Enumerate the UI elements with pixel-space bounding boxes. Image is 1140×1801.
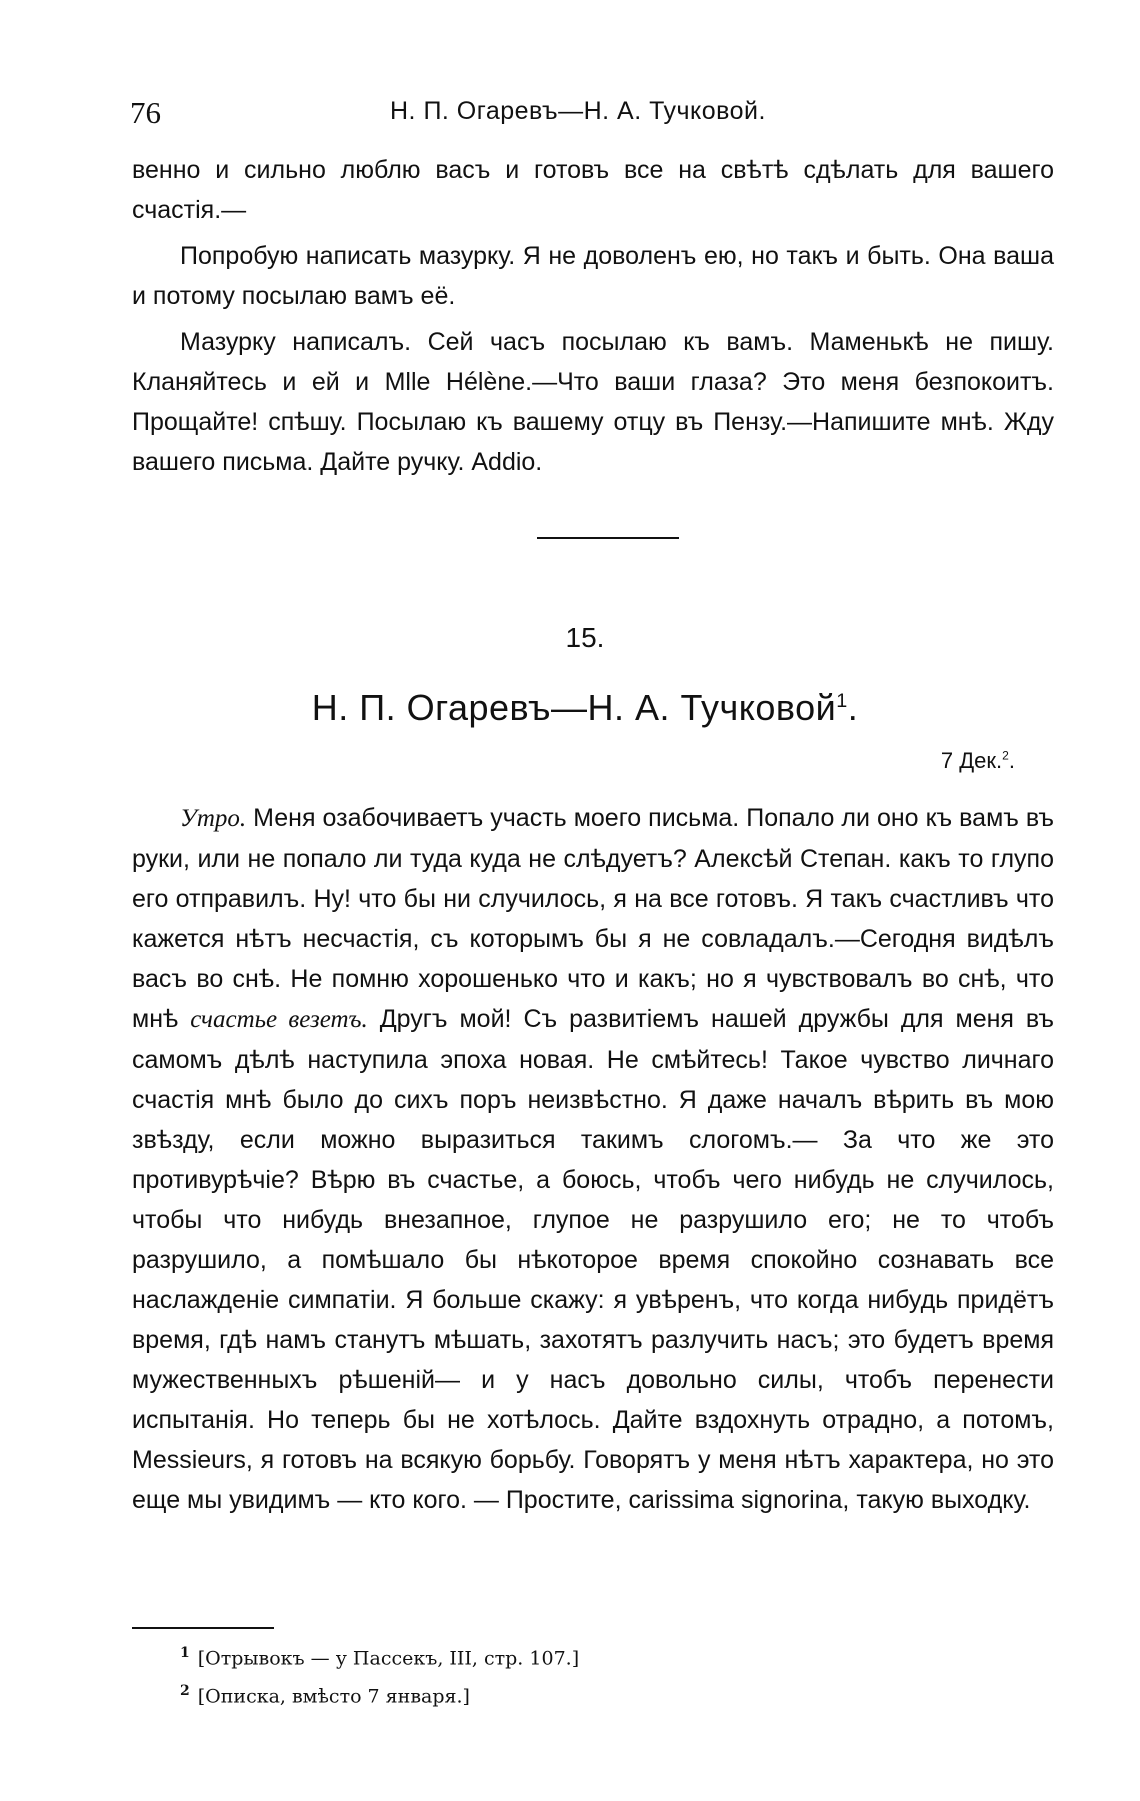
footnote-text: [Отрывокъ — у Пассекъ, III, стр. 107.] [197, 1647, 580, 1670]
footnote [180, 1637, 579, 1675]
footnotes [180, 1637, 579, 1714]
running-head [130, 95, 1060, 135]
letter-date [941, 748, 1015, 774]
italic-lead: Утро. [180, 805, 247, 832]
footnote-text: [Описка, вмѣсто 7 января.] [197, 1685, 470, 1708]
paragraph: Мазурку написалъ. Сей часъ посылаю къ вамъ. Маменькѣ не пишу. Кланяйтесь и ей и Mlle Hélène.—Что ваши глаза? Это меня безпокоитъ. Прощайте! спѣшу. Посылаю къ вашему отцу въ Пензу.—Напишите мнѣ. Жду вашего письма. Дайте ручку. Addio. [132, 328, 1054, 476]
footnote-ref: 1 [836, 690, 848, 712]
date-text: 7 Дек. [940, 748, 1003, 773]
letter-body [132, 798, 1054, 1520]
running-title: Н. П. Огаревъ—Н. А. Тучковой. [390, 97, 766, 125]
letter-heading [0, 687, 1140, 729]
footnote-rule [132, 1627, 274, 1629]
footnote-mark: 2 [180, 1683, 190, 1700]
italic-phrase: счастье везетъ. [190, 1006, 368, 1033]
continued-letter-text [132, 150, 1054, 482]
footnote [180, 1675, 579, 1713]
paragraph: Попробую написать мазурку. Я не доволенъ ею, но такъ и быть. Она ваша и потому посылаю вамъ её. [132, 242, 1054, 310]
letter-heading-text: Н. П. Огаревъ—Н. А. Тучковой [311, 687, 837, 728]
text-run: Меня озабочиваетъ участь моего письма. Попало ли оно къ вамъ въ руки, или не попало ли туда куда не слѣдуетъ? Алексѣй Степан. какъ то глупо его отправилъ. Ну! что бы ни случилось, я на все готовъ. Я такъ счастливъ что кажется нѣтъ несчастія, съ которымъ бы я не совладалъ.—Сегодня видѣлъ васъ во снѣ. Не помню хорошенько что и какъ; но я чувствовалъ во снѣ, что мнѣ [132, 804, 1054, 1033]
paragraph: венно и сильно люблю васъ и готовъ все на свѣтѣ сдѣлать для вашего счастія.— [132, 156, 1054, 224]
heading-end: . [847, 687, 859, 728]
footnote-mark: 1 [180, 1645, 190, 1661]
text-run: Другъ мой! Съ развитіемъ нашей дружбы для меня въ самомъ дѣлѣ наступила эпоха новая. Не смѣйтесь! Такое чувство личнаго счастія мнѣ было до сихъ поръ неизвѣстно. Я даже началъ вѣрить въ мою звѣзду, если можно выразиться такимъ слогомъ.— За что же это противурѣчіе? Вѣрю въ счастье, а боюсь, чтобъ чего нибудь не случилось, чтобы что нибудь внезапное, глупое не разрушило его; не то чтобъ разрушило, а помѣшало бы нѣкоторое время спокойно сознавать все наслажденіе симпатіи. Я больше скажу: я увѣренъ, что когда нибудь придётъ время, гдѣ намъ станутъ мѣшать, захотятъ разлучить насъ; это будетъ время мужественныхъ рѣшеній— и у насъ довольно силы, чтобъ перенести испытанія. Но теперь бы не хотѣлось. Дайте вздохнуть отрадно, а потомъ, Messieurs, я готовъ на всякую борьбу. Говорятъ у меня нѣтъ характера, но это еще мы увидимъ — кто кого. — Простите, carissima signorina, такую выходку. [132, 1005, 1054, 1514]
section-divider [537, 537, 679, 539]
date-end: . [1008, 748, 1015, 773]
page-number: 76 [130, 95, 161, 130]
letter-number: 15. [565, 622, 605, 653]
footnote-ref: 2 [1002, 748, 1009, 763]
paragraph [132, 798, 1054, 1520]
